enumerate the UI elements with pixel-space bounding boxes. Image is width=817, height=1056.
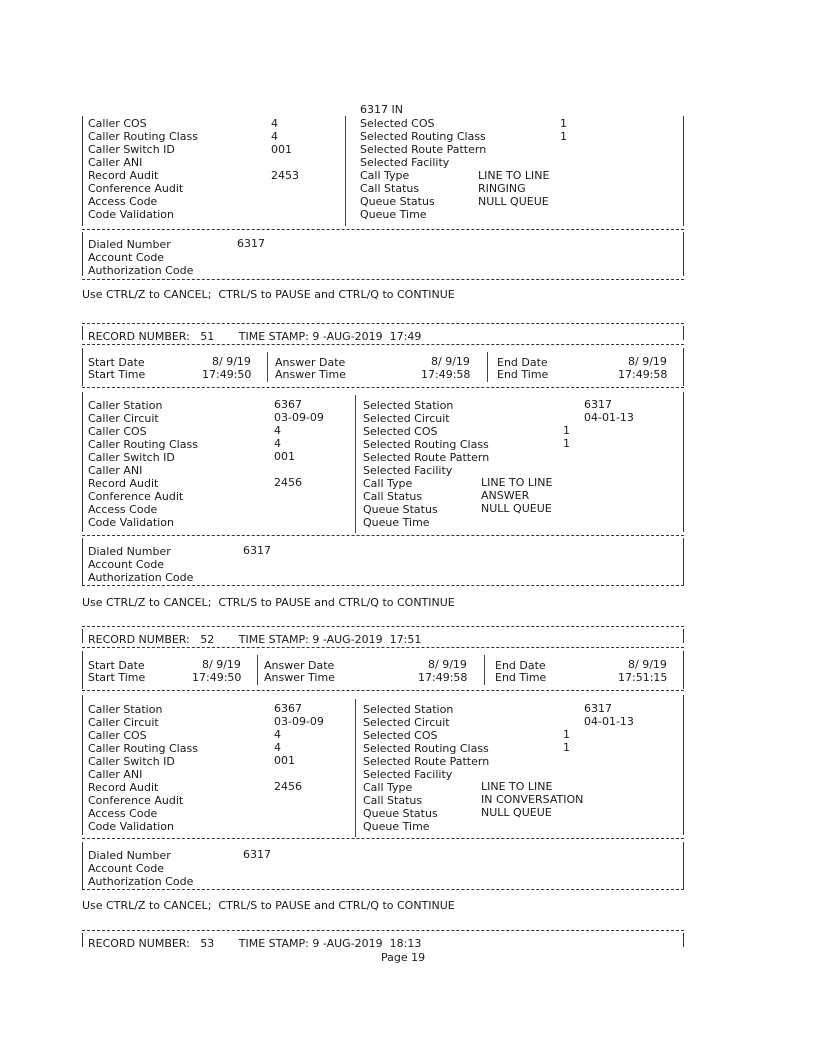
call-status-label: Call Status [363, 490, 423, 503]
account-code-label: Account Code [88, 558, 165, 571]
call-status-value: RINGING [478, 182, 526, 195]
caller-routing-class-value: 4 [274, 741, 281, 754]
caller-routing-class-value: 4 [274, 437, 281, 450]
conference-audit-label: Conference Audit [88, 490, 184, 503]
record-header: RECORD NUMBER: 51 TIME STAMP: 9 -AUG-2019 17:49 [88, 330, 422, 343]
caller-cos-value: 4 [271, 117, 278, 130]
caller-switch-id-label: Caller Switch ID [88, 451, 175, 464]
answer-date-label: Answer Date [264, 659, 335, 672]
cancel-instructions: Use CTRL/Z to CANCEL; CTRL/S to PAUSE and CTRL/Q to CONTINUE [82, 899, 455, 912]
queue-status-label: Queue Status [363, 807, 438, 820]
end-date-value: 8/ 9/19 [628, 658, 667, 671]
queue-status-value: NULL QUEUE [481, 806, 552, 819]
column-divider [355, 699, 356, 837]
call-type-label: Call Type [363, 477, 413, 490]
answer-time-value: 17:49:58 [418, 671, 468, 684]
end-time-value: 17:49:58 [618, 368, 668, 381]
dialed-number-label: Dialed Number [88, 238, 171, 251]
start-date-value: 8/ 9/19 [212, 355, 251, 368]
page-number: Page 19 [381, 951, 426, 964]
start-time-value: 17:49:50 [202, 368, 252, 381]
right-border [683, 538, 684, 586]
queue-time-label: Queue Time [363, 516, 430, 529]
end-date-value: 8/ 9/19 [628, 355, 667, 368]
start-date-label: Start Date [88, 356, 145, 369]
caller-circuit-label: Caller Circuit [88, 716, 159, 729]
selected-cos-value: 1 [560, 117, 567, 130]
call-type-label: Call Type [360, 169, 410, 182]
left-border [82, 651, 83, 689]
dialed-number-label: Dialed Number [88, 849, 171, 862]
column-divider [355, 395, 356, 533]
selected-circuit-label: Selected Circuit [363, 412, 450, 425]
account-code-label: Account Code [88, 251, 165, 264]
divider [82, 229, 684, 230]
selected-cos-label: Selected COS [360, 117, 435, 130]
right-border [683, 695, 684, 835]
record-header: RECORD NUMBER: 52 TIME STAMP: 9 -AUG-2019 17:51 [88, 633, 422, 646]
queue-time-label: Queue Time [360, 208, 427, 221]
caller-circuit-value: 03-09-09 [274, 715, 324, 728]
selected-cos-label: Selected COS [363, 425, 438, 438]
caller-cos-value: 4 [274, 424, 281, 437]
selected-route-pattern-label: Selected Route Pattern [360, 143, 487, 156]
caller-circuit-value: 03-09-09 [274, 411, 324, 424]
end-date-label: End Date [495, 659, 546, 672]
selected-circuit-label: Selected Circuit [363, 716, 450, 729]
caller-circuit-label: Caller Circuit [88, 412, 159, 425]
answer-time-label: Answer Time [275, 368, 346, 381]
caller-switch-id-label: Caller Switch ID [88, 755, 175, 768]
selected-circuit-value: 04-01-13 [584, 411, 634, 424]
answer-date-value: 8/ 9/19 [431, 355, 470, 368]
caller-routing-class-label: Caller Routing Class [88, 742, 198, 755]
call-status-value: ANSWER [481, 489, 530, 502]
selected-cos-value: 1 [563, 728, 570, 741]
call-status-label: Call Status [363, 794, 423, 807]
queue-status-value: NULL QUEUE [478, 195, 549, 208]
right-border [683, 651, 684, 689]
code-validation-label: Code Validation [88, 820, 174, 833]
start-time-label: Start Time [88, 368, 146, 381]
cancel-instructions: Use CTRL/Z to CANCEL; CTRL/S to PAUSE and CTRL/Q to CONTINUE [82, 596, 455, 609]
left-border [82, 232, 83, 276]
left-border [82, 392, 83, 532]
selected-route-pattern-label: Selected Route Pattern [363, 451, 490, 464]
selected-routing-class-label: Selected Routing Class [363, 742, 489, 755]
caller-routing-class-value: 4 [271, 130, 278, 143]
selected-station-label: Selected Station [363, 399, 454, 412]
divider [82, 626, 684, 627]
left-border [82, 629, 83, 643]
right-border [683, 933, 684, 947]
divider [82, 535, 684, 536]
queue-status-label: Queue Status [360, 195, 435, 208]
caller-cos-label: Caller COS [88, 117, 147, 130]
caller-switch-id-value: 001 [274, 754, 295, 767]
right-border [683, 116, 684, 226]
divider [82, 930, 684, 931]
selected-cos-label: Selected COS [363, 729, 438, 742]
start-time-value: 17:49:50 [192, 671, 242, 684]
start-date-label: Start Date [88, 659, 145, 672]
column-divider [484, 655, 485, 685]
caller-switch-id-value: 001 [271, 143, 292, 156]
start-time-label: Start Time [88, 671, 146, 684]
selected-routing-class-label: Selected Routing Class [363, 438, 489, 451]
record-header: RECORD NUMBER: 53 TIME STAMP: 9 -AUG-2019 18:13 [88, 937, 422, 950]
caller-ani-label: Caller ANI [88, 156, 143, 169]
dialed-number-value: 6317 [237, 237, 265, 250]
end-date-label: End Date [497, 356, 548, 369]
end-time-value: 17:51:15 [618, 671, 668, 684]
selected-facility-label: Selected Facility [363, 768, 453, 781]
record-audit-value: 2456 [274, 476, 302, 489]
selected-station-value: 6317 [584, 398, 612, 411]
caller-cos-label: Caller COS [88, 425, 147, 438]
queue-time-label: Queue Time [363, 820, 430, 833]
end-time-label: End Time [495, 671, 547, 684]
divider [82, 279, 684, 280]
conference-audit-label: Conference Audit [88, 794, 184, 807]
caller-station-value: 6367 [274, 398, 302, 411]
selected-facility-label: Selected Facility [360, 156, 450, 169]
column-divider [487, 352, 488, 382]
record-audit-label: Record Audit [88, 781, 159, 794]
caller-station-value: 6367 [274, 702, 302, 715]
left-border [82, 348, 83, 386]
caller-cos-label: Caller COS [88, 729, 147, 742]
record-audit-value: 2456 [274, 780, 302, 793]
selected-routing-class-value: 1 [560, 130, 567, 143]
column-divider [345, 116, 346, 226]
account-code-label: Account Code [88, 862, 165, 875]
queue-status-label: Queue Status [363, 503, 438, 516]
right-border [683, 348, 684, 386]
divider [82, 690, 684, 691]
left-border [82, 538, 83, 586]
selected-station-value: 6317 [584, 702, 612, 715]
left-border [82, 842, 83, 890]
answer-time-label: Answer Time [264, 671, 335, 684]
cancel-instructions: Use CTRL/Z to CANCEL; CTRL/S to PAUSE and CTRL/Q to CONTINUE [82, 288, 455, 301]
call-type-label: Call Type [363, 781, 413, 794]
right-border [683, 392, 684, 532]
call-status-value: IN CONVERSATION [481, 793, 584, 806]
selected-station-label: Selected Station [363, 703, 454, 716]
dialed-number-value: 6317 [243, 848, 271, 861]
code-validation-label: Code Validation [88, 516, 174, 529]
caller-ani-label: Caller ANI [88, 768, 143, 781]
divider [82, 323, 684, 324]
caller-ani-label: Caller ANI [88, 464, 143, 477]
caller-routing-class-label: Caller Routing Class [88, 438, 198, 451]
right-border [683, 326, 684, 340]
right-border [683, 629, 684, 643]
divider [82, 585, 684, 586]
answer-time-value: 17:49:58 [421, 368, 471, 381]
end-time-label: End Time [497, 368, 549, 381]
selected-routing-class-value: 1 [563, 437, 570, 450]
selected-circuit-value: 04-01-13 [584, 715, 634, 728]
dialed-number-label: Dialed Number [88, 545, 171, 558]
answer-date-value: 8/ 9/19 [428, 658, 467, 671]
queue-status-value: NULL QUEUE [481, 502, 552, 515]
authorization-code-label: Authorization Code [88, 264, 194, 277]
access-code-label: Access Code [88, 195, 158, 208]
dialed-number-value: 6317 [243, 544, 271, 557]
selected-facility-label: Selected Facility [363, 464, 453, 477]
caller-switch-id-label: Caller Switch ID [88, 143, 175, 156]
right-border [683, 842, 684, 890]
right-border [683, 232, 684, 276]
call-type-value: LINE TO LINE [481, 476, 553, 489]
selected-routing-class-label: Selected Routing Class [360, 130, 486, 143]
selected-station-value: 6317 IN [360, 103, 403, 116]
code-validation-label: Code Validation [88, 208, 174, 221]
left-border [82, 933, 83, 947]
divider [82, 889, 684, 890]
caller-switch-id-value: 001 [274, 450, 295, 463]
authorization-code-label: Authorization Code [88, 875, 194, 888]
caller-station-label: Caller Station [88, 399, 163, 412]
start-date-value: 8/ 9/19 [202, 658, 241, 671]
caller-routing-class-label: Caller Routing Class [88, 130, 198, 143]
access-code-label: Access Code [88, 503, 158, 516]
selected-route-pattern-label: Selected Route Pattern [363, 755, 490, 768]
divider [82, 387, 684, 388]
selected-cos-value: 1 [563, 424, 570, 437]
caller-station-label: Caller Station [88, 703, 163, 716]
column-divider [267, 352, 268, 382]
answer-date-label: Answer Date [275, 356, 346, 369]
divider [82, 344, 684, 345]
conference-audit-label: Conference Audit [88, 182, 184, 195]
call-status-label: Call Status [360, 182, 420, 195]
call-type-value: LINE TO LINE [478, 169, 550, 182]
left-border [82, 695, 83, 835]
access-code-label: Access Code [88, 807, 158, 820]
column-divider [257, 655, 258, 685]
left-border [82, 116, 83, 226]
divider [82, 647, 684, 648]
authorization-code-label: Authorization Code [88, 571, 194, 584]
divider [82, 838, 684, 839]
record-audit-value: 2453 [271, 169, 299, 182]
call-type-value: LINE TO LINE [481, 780, 553, 793]
left-border [82, 326, 83, 340]
record-audit-label: Record Audit [88, 477, 159, 490]
record-audit-label: Record Audit [88, 169, 159, 182]
caller-cos-value: 4 [274, 728, 281, 741]
selected-routing-class-value: 1 [563, 741, 570, 754]
